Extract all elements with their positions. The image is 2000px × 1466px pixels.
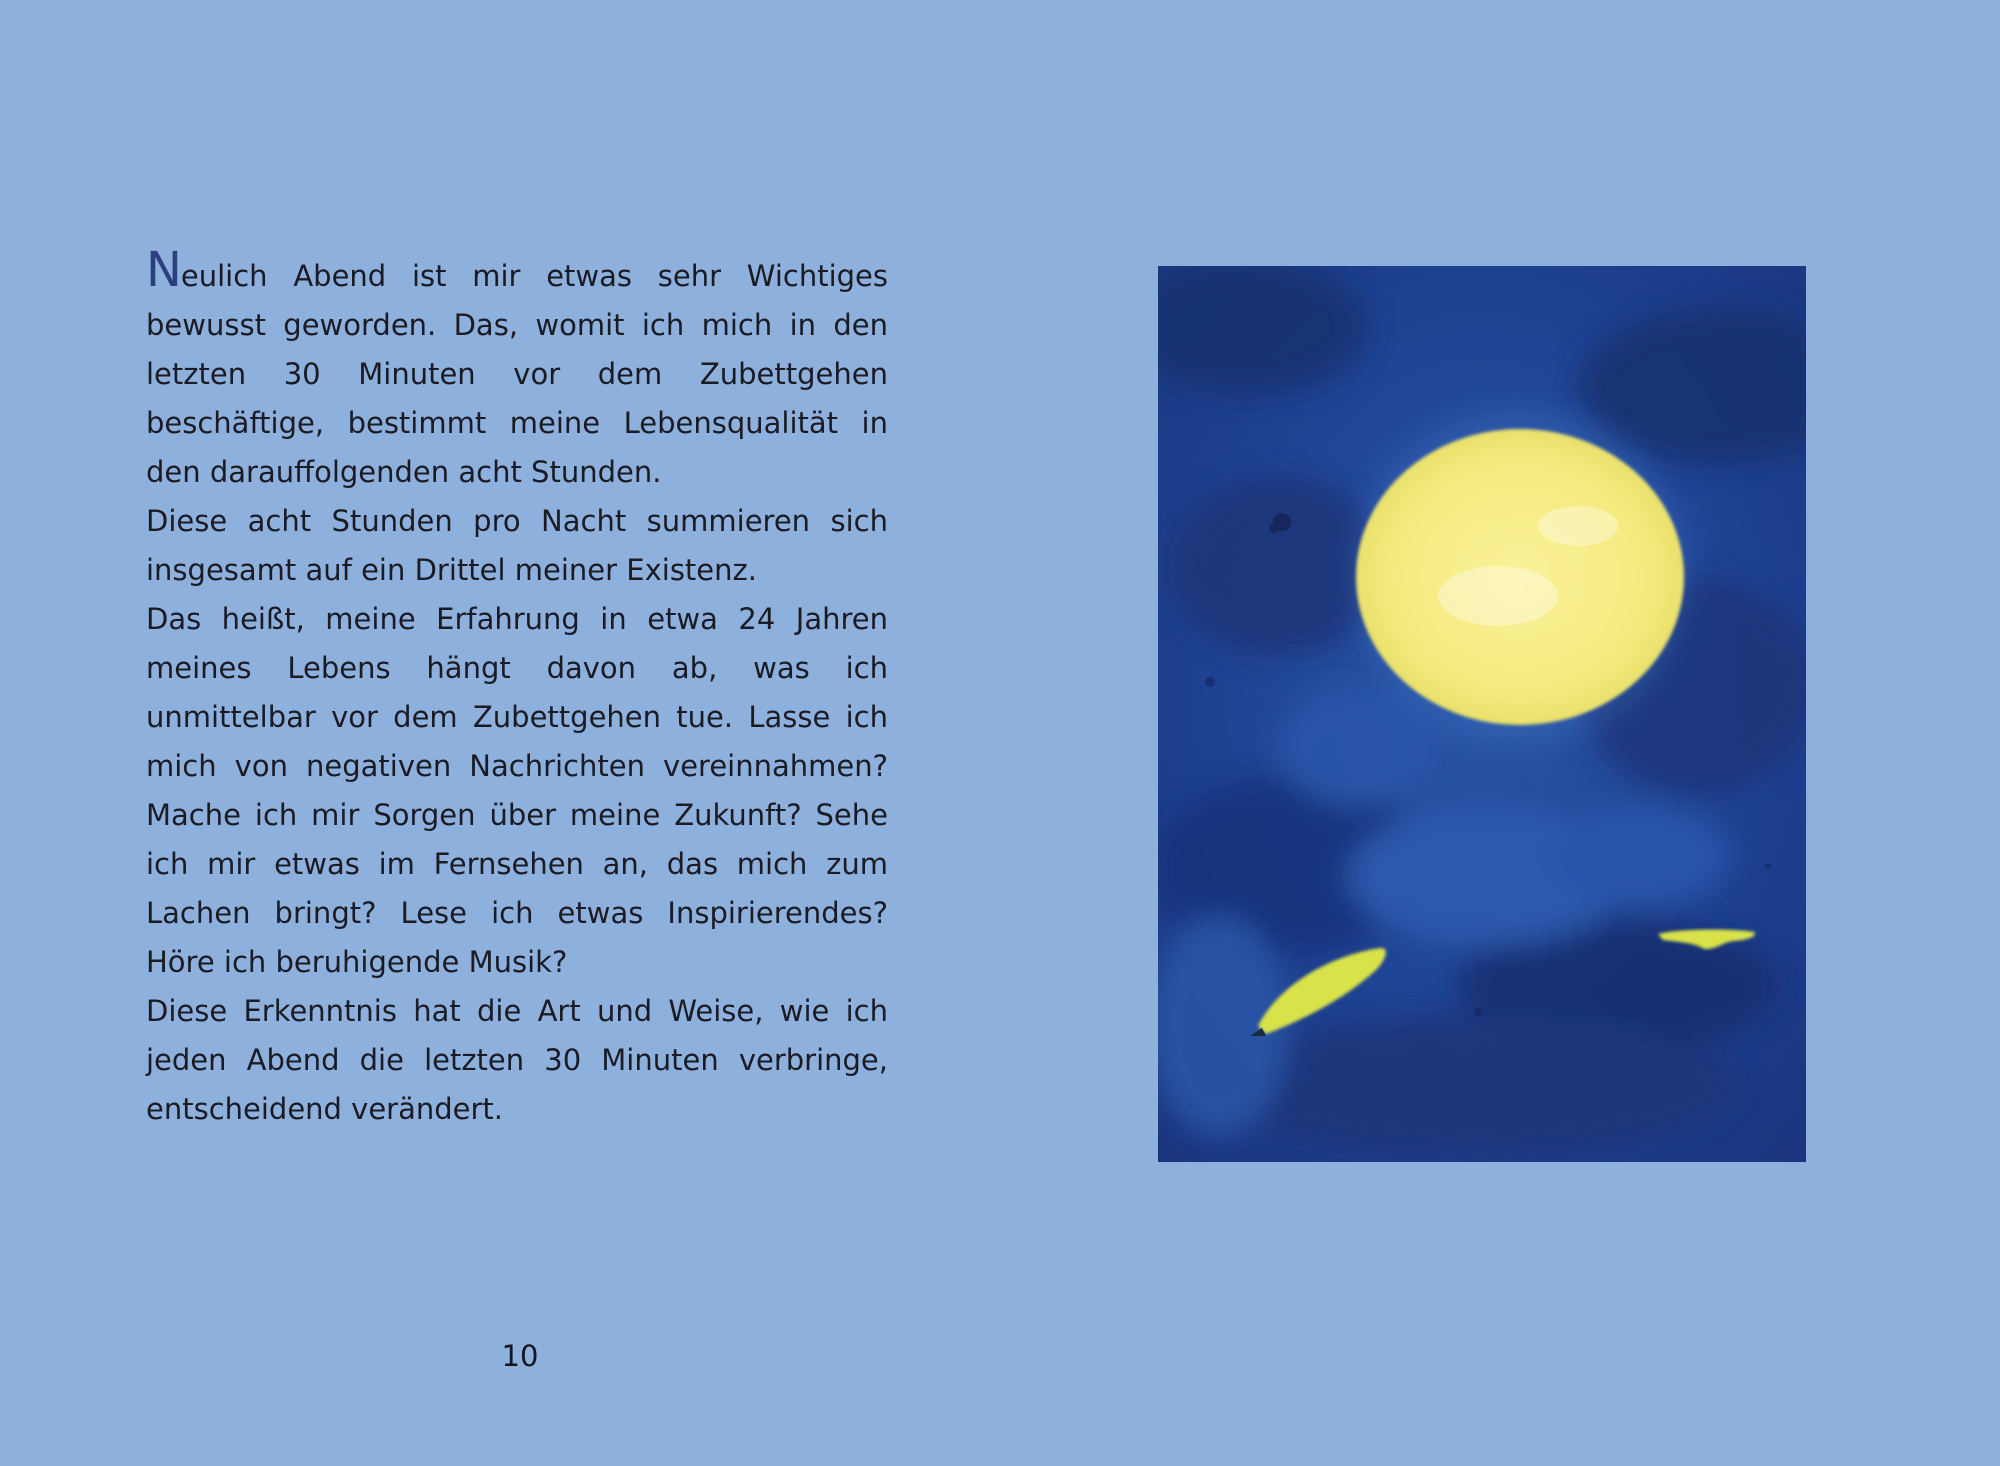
paragraph-4: Diese Erkenntnis hat die Art und Weise, wie ich jeden Abend die letzten 30 Minuten verbringe, entscheidend verändert.	[146, 994, 888, 1126]
moon-illustration	[1158, 266, 1806, 1162]
page-number: 10	[501, 1339, 539, 1373]
paragraph-2: Diese acht Stunden pro Nacht summieren sich insgesamt auf ein Drittel meiner Existenz.	[146, 504, 888, 587]
body-text	[146, 242, 888, 1134]
paragraph-1	[146, 242, 888, 497]
moon-painting	[1158, 266, 1806, 1162]
paragraph-1-text: eulich Abend ist mir etwas sehr Wichtiges bewusst geworden. Das, womit ich mich in den letzten 30 Minuten vor dem Zubettgehen beschäftige, bestimmt meine Lebensqualität in den darauffolgenden acht Stunden.	[146, 259, 888, 489]
drop-initial: N	[146, 242, 181, 298]
paragraph-3: Das heißt, meine Erfahrung in etwa 24 Jahren meines Lebens hängt davon ab, was ich unmittelbar vor dem Zubettgehen tue. Lasse ich mich von negativen Nachrichten vereinnahmen? Mache ich mir Sorgen über meine Zukunft? Sehe ich mir etwas im Fernsehen an, das mich zum Lachen bringt? Lese ich etwas Inspirierendes? Höre ich beruhigende Musik?	[146, 602, 888, 979]
